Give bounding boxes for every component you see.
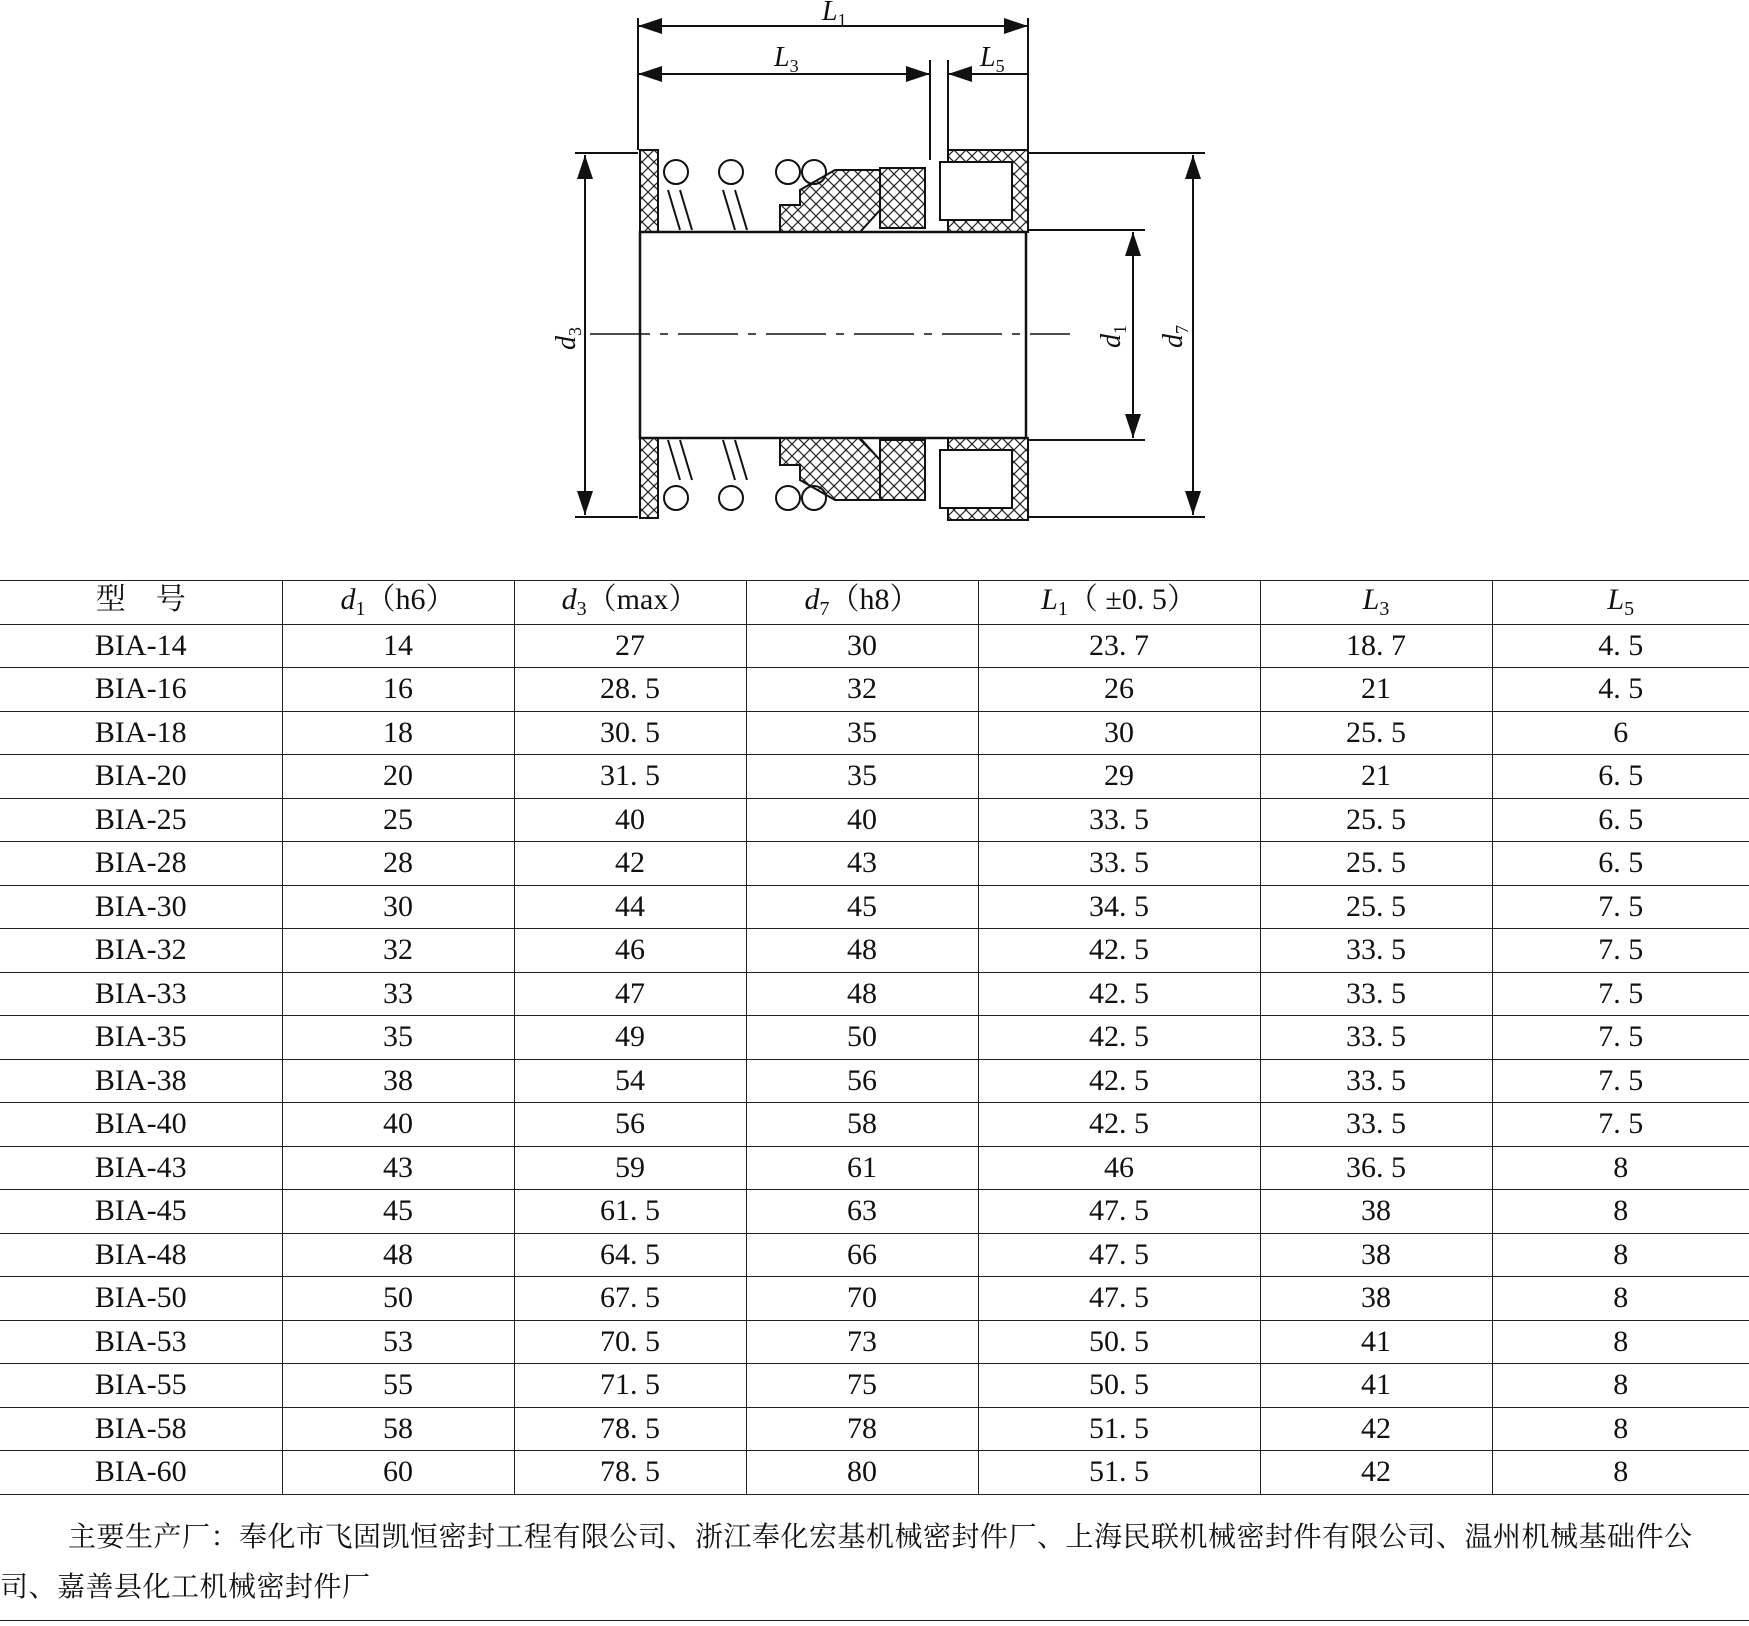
- value-cell: 25. 5: [1260, 842, 1492, 886]
- value-cell: 31. 5: [514, 755, 746, 799]
- value-cell: 48: [282, 1233, 514, 1277]
- value-cell: 30: [746, 624, 978, 668]
- value-cell: 78: [746, 1407, 978, 1451]
- table-row: [0, 668, 1749, 712]
- value-cell: 38: [282, 1059, 514, 1103]
- column-header-subscript: 3: [576, 598, 587, 621]
- table-row: [0, 972, 1749, 1016]
- model-cell: BIA-30: [0, 885, 282, 929]
- value-cell: 56: [514, 1103, 746, 1147]
- seal-cross-section-drawing: [0, 0, 1749, 560]
- value-cell: 42. 5: [978, 1103, 1260, 1147]
- model-cell: BIA-60: [0, 1451, 282, 1495]
- value-cell: 50. 5: [978, 1364, 1260, 1408]
- value-cell: 35: [282, 1016, 514, 1060]
- value-cell: 42: [1260, 1407, 1492, 1451]
- bottom-divider: [0, 1620, 1749, 1621]
- column-header-subscript: 1: [1057, 598, 1068, 621]
- value-cell: 50: [746, 1016, 978, 1060]
- label-d3: $d_3$: [551, 327, 585, 350]
- value-cell: 7. 5: [1492, 1016, 1749, 1060]
- value-cell: 80: [746, 1451, 978, 1495]
- model-cell: BIA-43: [0, 1146, 282, 1190]
- value-cell: 20: [282, 755, 514, 799]
- value-cell: 42: [514, 842, 746, 886]
- value-cell: 61: [746, 1146, 978, 1190]
- value-cell: 61. 5: [514, 1190, 746, 1234]
- value-cell: 47. 5: [978, 1277, 1260, 1321]
- value-cell: 56: [746, 1059, 978, 1103]
- value-cell: 67. 5: [514, 1277, 746, 1321]
- value-cell: 58: [282, 1407, 514, 1451]
- value-cell: 7. 5: [1492, 1059, 1749, 1103]
- value-cell: 16: [282, 668, 514, 712]
- value-cell: 27: [514, 624, 746, 668]
- value-cell: 8: [1492, 1364, 1749, 1408]
- value-cell: 42: [1260, 1451, 1492, 1495]
- model-cell: BIA-45: [0, 1190, 282, 1234]
- model-cell: BIA-40: [0, 1103, 282, 1147]
- column-header-symbol: d: [340, 583, 356, 617]
- value-cell: 8: [1492, 1190, 1749, 1234]
- value-cell: 70: [746, 1277, 978, 1321]
- table-row: [0, 1103, 1749, 1147]
- value-cell: 44: [514, 885, 746, 929]
- value-cell: 66: [746, 1233, 978, 1277]
- column-header-tolerance: （h8）: [829, 583, 920, 617]
- column-header-3: [746, 581, 978, 625]
- value-cell: 6. 5: [1492, 798, 1749, 842]
- table-row: [0, 1146, 1749, 1190]
- value-cell: 6. 5: [1492, 755, 1749, 799]
- value-cell: 47. 5: [978, 1190, 1260, 1234]
- value-cell: 33. 5: [1260, 1016, 1492, 1060]
- column-header-4: [978, 581, 1260, 625]
- value-cell: 63: [746, 1190, 978, 1234]
- column-header-symbol: L: [1041, 583, 1058, 617]
- value-cell: 51. 5: [978, 1451, 1260, 1495]
- model-cell: BIA-20: [0, 755, 282, 799]
- value-cell: 7. 5: [1492, 929, 1749, 973]
- value-cell: 70. 5: [514, 1320, 746, 1364]
- value-cell: 18: [282, 711, 514, 755]
- value-cell: 4. 5: [1492, 668, 1749, 712]
- value-cell: 46: [978, 1146, 1260, 1190]
- table-row: [0, 1016, 1749, 1060]
- value-cell: 38: [1260, 1277, 1492, 1321]
- value-cell: 8: [1492, 1233, 1749, 1277]
- table-row: [0, 1277, 1749, 1321]
- label-L5: $L_5$: [980, 42, 1005, 76]
- value-cell: 25. 5: [1260, 798, 1492, 842]
- value-cell: 33. 5: [1260, 972, 1492, 1016]
- value-cell: 33. 5: [1260, 929, 1492, 973]
- value-cell: 48: [746, 929, 978, 973]
- table-header-row: [0, 581, 1749, 625]
- value-cell: 38: [1260, 1233, 1492, 1277]
- column-header-symbol: L: [1362, 583, 1380, 617]
- value-cell: 25. 5: [1260, 711, 1492, 755]
- table-row: [0, 1190, 1749, 1234]
- value-cell: 48: [746, 972, 978, 1016]
- value-cell: 40: [514, 798, 746, 842]
- value-cell: 25. 5: [1260, 885, 1492, 929]
- value-cell: 42. 5: [978, 929, 1260, 973]
- value-cell: 49: [514, 1016, 746, 1060]
- value-cell: 8: [1492, 1277, 1749, 1321]
- value-cell: 6: [1492, 711, 1749, 755]
- value-cell: 41: [1260, 1364, 1492, 1408]
- table-row: [0, 1059, 1749, 1103]
- model-cell: BIA-25: [0, 798, 282, 842]
- model-cell: BIA-16: [0, 668, 282, 712]
- value-cell: 38: [1260, 1190, 1492, 1234]
- column-header-symbol: L: [1607, 583, 1625, 617]
- column-header-6: [1492, 581, 1749, 625]
- value-cell: 33. 5: [978, 798, 1260, 842]
- value-cell: 14: [282, 624, 514, 668]
- value-cell: 35: [746, 755, 978, 799]
- value-cell: 53: [282, 1320, 514, 1364]
- value-cell: 7. 5: [1492, 1103, 1749, 1147]
- model-cell: BIA-35: [0, 1016, 282, 1060]
- value-cell: 33. 5: [1260, 1059, 1492, 1103]
- column-header-5: [1260, 581, 1492, 625]
- table-row: [0, 842, 1749, 886]
- value-cell: 34. 5: [978, 885, 1260, 929]
- table-row: [0, 885, 1749, 929]
- table-row: [0, 798, 1749, 842]
- column-header-subscript: 5: [1624, 598, 1635, 621]
- value-cell: 59: [514, 1146, 746, 1190]
- value-cell: 8: [1492, 1407, 1749, 1451]
- model-cell: BIA-38: [0, 1059, 282, 1103]
- value-cell: 32: [282, 929, 514, 973]
- value-cell: 33: [282, 972, 514, 1016]
- value-cell: 42. 5: [978, 1016, 1260, 1060]
- value-cell: 50. 5: [978, 1320, 1260, 1364]
- column-header-symbol: 型 号: [95, 583, 186, 617]
- column-header-tolerance: （max）: [586, 583, 699, 617]
- value-cell: 50: [282, 1277, 514, 1321]
- value-cell: 21: [1260, 755, 1492, 799]
- value-cell: 45: [282, 1190, 514, 1234]
- value-cell: 43: [282, 1146, 514, 1190]
- table-row: [0, 1451, 1749, 1495]
- value-cell: 7. 5: [1492, 972, 1749, 1016]
- model-cell: BIA-18: [0, 711, 282, 755]
- value-cell: 46: [514, 929, 746, 973]
- value-cell: 78. 5: [514, 1407, 746, 1451]
- table-row: [0, 711, 1749, 755]
- model-cell: BIA-48: [0, 1233, 282, 1277]
- value-cell: 58: [746, 1103, 978, 1147]
- column-header-symbol: d: [804, 583, 820, 617]
- model-cell: BIA-58: [0, 1407, 282, 1451]
- value-cell: 21: [1260, 668, 1492, 712]
- value-cell: 32: [746, 668, 978, 712]
- table-row: [0, 1407, 1749, 1451]
- value-cell: 26: [978, 668, 1260, 712]
- table-row: [0, 1364, 1749, 1408]
- model-cell: BIA-32: [0, 929, 282, 973]
- column-header-2: [514, 581, 746, 625]
- table-row: [0, 1233, 1749, 1277]
- value-cell: 33. 5: [1260, 1103, 1492, 1147]
- value-cell: 23. 7: [978, 624, 1260, 668]
- value-cell: 43: [746, 842, 978, 886]
- value-cell: 7. 5: [1492, 885, 1749, 929]
- value-cell: 40: [746, 798, 978, 842]
- column-header-1: [282, 581, 514, 625]
- seal-dimension-table: [0, 580, 1749, 1495]
- column-header-symbol: d: [561, 583, 577, 617]
- value-cell: 47. 5: [978, 1233, 1260, 1277]
- model-cell: BIA-50: [0, 1277, 282, 1321]
- value-cell: 60: [282, 1451, 514, 1495]
- value-cell: 28: [282, 842, 514, 886]
- value-cell: 30: [282, 885, 514, 929]
- value-cell: 8: [1492, 1320, 1749, 1364]
- column-header-subscript: 1: [355, 598, 366, 621]
- table-row: [0, 1320, 1749, 1364]
- value-cell: 45: [746, 885, 978, 929]
- value-cell: 73: [746, 1320, 978, 1364]
- value-cell: 42. 5: [978, 972, 1260, 1016]
- column-header-tolerance: （h6）: [365, 583, 456, 617]
- value-cell: 8: [1492, 1451, 1749, 1495]
- model-cell: BIA-55: [0, 1364, 282, 1408]
- table-row: [0, 755, 1749, 799]
- value-cell: 8: [1492, 1146, 1749, 1190]
- value-cell: 75: [746, 1364, 978, 1408]
- column-header-subscript: 7: [819, 598, 830, 621]
- model-cell: BIA-33: [0, 972, 282, 1016]
- value-cell: 40: [282, 1103, 514, 1147]
- value-cell: 47: [514, 972, 746, 1016]
- value-cell: 33. 5: [978, 842, 1260, 886]
- value-cell: 41: [1260, 1320, 1492, 1364]
- label-d1: $d_1$: [1096, 325, 1130, 348]
- value-cell: 54: [514, 1059, 746, 1103]
- value-cell: 28. 5: [514, 668, 746, 712]
- value-cell: 51. 5: [978, 1407, 1260, 1451]
- model-cell: BIA-14: [0, 624, 282, 668]
- model-cell: BIA-28: [0, 842, 282, 886]
- value-cell: 29: [978, 755, 1260, 799]
- table-row: [0, 929, 1749, 973]
- manufacturers-note: 主要生产厂：奉化市飞固凯恒密封工程有限公司、浙江奉化宏基机械密封件厂、上海民联机械密封件有限公司、温州机械基础件公司、嘉善县化工机械密封件厂: [0, 1520, 1693, 1603]
- value-cell: 18. 7: [1260, 624, 1492, 668]
- column-header-tolerance: （ ±0. 5）: [1067, 583, 1197, 617]
- value-cell: 78. 5: [514, 1451, 746, 1495]
- table-row: [0, 624, 1749, 668]
- value-cell: 4. 5: [1492, 624, 1749, 668]
- value-cell: 30: [978, 711, 1260, 755]
- value-cell: 64. 5: [514, 1233, 746, 1277]
- model-cell: BIA-53: [0, 1320, 282, 1364]
- column-header-0: [0, 581, 282, 625]
- label-L3: $L_3$: [774, 42, 799, 76]
- value-cell: 71. 5: [514, 1364, 746, 1408]
- label-L1: $L_1$: [822, 0, 847, 30]
- value-cell: 55: [282, 1364, 514, 1408]
- column-header-subscript: 3: [1379, 598, 1390, 621]
- value-cell: 30. 5: [514, 711, 746, 755]
- value-cell: 25: [282, 798, 514, 842]
- label-d7: $d_7$: [1158, 325, 1192, 348]
- value-cell: 35: [746, 711, 978, 755]
- value-cell: 42. 5: [978, 1059, 1260, 1103]
- value-cell: 6. 5: [1492, 842, 1749, 886]
- value-cell: 36. 5: [1260, 1146, 1492, 1190]
